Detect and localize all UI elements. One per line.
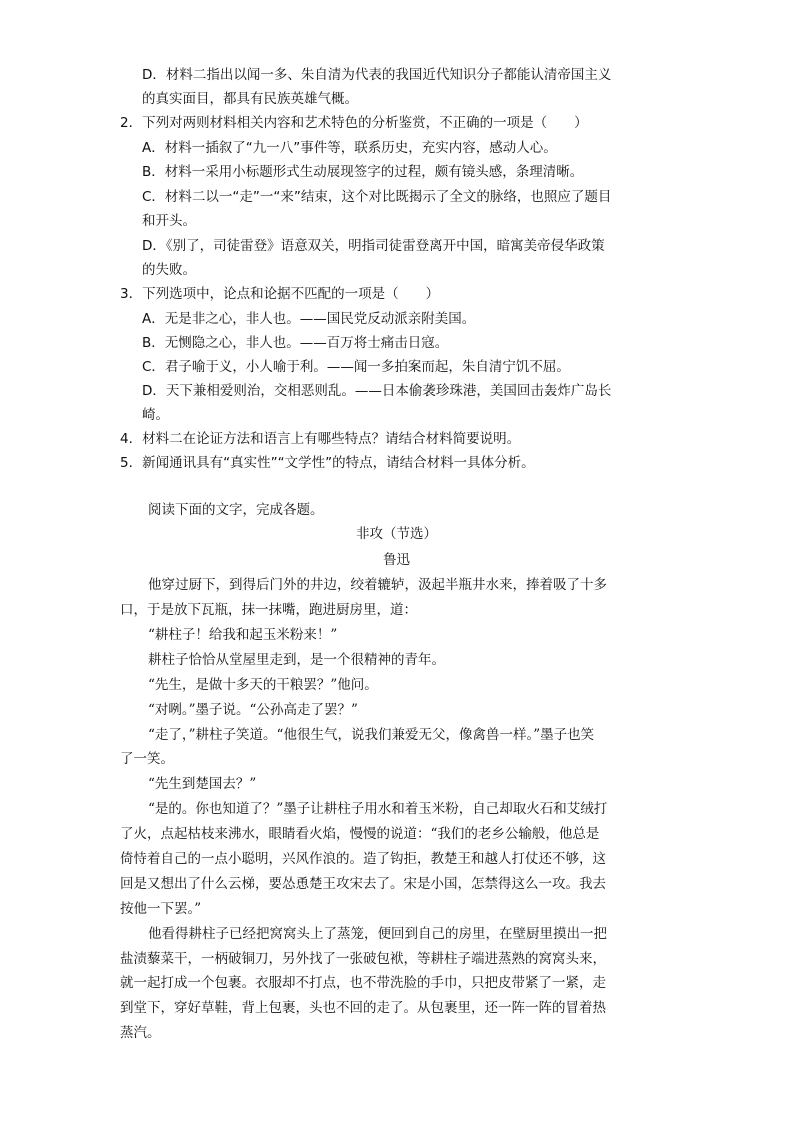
passage-line: 了火，点起枯枝来沸水，眼睛看火焰，慢慢的说道：“我们的老乡公输般，他总是 (120, 826, 600, 842)
q2-option-a: A．材料一插叙了“九一八”事件等，联系历史，充实内容，感动人心。 (142, 140, 557, 156)
passage-line: 他穿过厨下，到得后门外的井边，绞着辘轳，汲起半瓶井水来，捧着吸了十多 (148, 577, 607, 593)
passage-line: “对咧。”墨子说。“公孙高走了罢？” (148, 702, 358, 718)
passage-line: “走了，”耕柱子笑道。“他很生气，说我们兼爱无父，像禽兽一样。”墨子也笑 (148, 727, 595, 743)
passage-line: 蒸汽。 (120, 1025, 161, 1041)
passage-line: 就一起打成一个包裹。衣服却不打点，也不带洗脸的手巾，只把皮带紧了一紧，走 (120, 975, 606, 991)
q2-option-b: B．材料一采用小标题形式生动展现签字的过程，颇有镜头感，条理清晰。 (142, 164, 584, 180)
passage-line: “耕柱子！给我和起玉米粉来！” (148, 627, 338, 643)
passage-line: 倚恃着自己的一点小聪明，兴风作浪的。造了钩拒，教楚王和越人打仗还不够，这 (120, 851, 606, 867)
passage-line: “是的。你也知道了？”墨子让耕柱子用水和着玉米粉，自己却取火石和艾绒打 (148, 801, 608, 817)
passage-title: 非攻（节选） (356, 526, 437, 542)
passage-line: 耕柱子恰恰从堂屋里走到，是一个很精神的青年。 (148, 652, 445, 668)
q2-option-c-line2: 和开头。 (142, 213, 196, 229)
passage-line: 按他一下罢。” (120, 901, 202, 917)
q3-option-d-line1: D．天下兼相爱则治，交相恶则乱。——日本偷袭珍珠港，美国回击轰炸广岛长 (142, 383, 612, 399)
q2-option-d-line2: 的失败。 (142, 262, 196, 278)
q4-stem: 4．材料二在论证方法和语言上有哪些特点？请结合材料简要说明。 (120, 431, 521, 447)
passage-line: “先生，是做十多天的干粮罢？”他问。 (148, 677, 378, 693)
q3-option-a: A．无是非之心，非人也。——国民党反动派亲附美国。 (142, 311, 476, 327)
passage-line: 口，于是放下瓦瓶，抹一抹嘴，跑进厨房里，道： (120, 602, 417, 618)
q3-stem: 3．下列选项中，论点和论据不匹配的一项是（ ） (120, 286, 440, 302)
passage-line: 到堂下，穿好草鞋，背上包裹，头也不回的走了。从包裹里，还一阵一阵的冒着热 (120, 1000, 606, 1016)
passage-line: 了一笑。 (120, 751, 174, 767)
q3-option-b: B．无恻隐之心，非人也。——百万将士痛击日寇。 (142, 335, 449, 351)
passage-line: 回是又想出了什么云梯，要怂恿楚王攻宋去了。宋是小国，怎禁得这么一攻。我去 (120, 876, 606, 892)
reading-intro: 阅读下面的文字，完成各题。 (148, 502, 324, 518)
passage-line: “先生到楚国去？” (148, 776, 257, 792)
q3-option-d-line2: 崎。 (142, 407, 169, 423)
q1-option-d-line1: D．材料二指出以闻一多、朱自清为代表的我国近代知识分子都能认清帝国主义 (142, 67, 612, 83)
passage-line: 他看得耕柱子已经把窝窝头上了蒸笼，便回到自己的房里，在壁厨里摸出一把 (148, 926, 607, 942)
q2-option-d-line1: D．《别了，司徒雷登》语意双关，明指司徒雷登离开中国，暗寓美帝侵华政策 (142, 238, 605, 254)
q3-option-c: C．君子喻于义，小人喻于利。——闻一多拍案而起，朱自清宁饥不屈。 (142, 359, 570, 375)
q2-option-c-line1: C．材料二以一“走”一“来”结束，这个对比既揭示了全文的脉络，也照应了题目 (142, 189, 612, 205)
q2-stem: 2．下列对两则材料相关内容和艺术特色的分析鉴赏，不正确的一项是（ ） (120, 115, 588, 131)
q5-stem: 5．新闻通讯具有“真实性”“文学性”的特点，请结合材料一具体分析。 (120, 455, 535, 471)
passage-author: 鲁迅 (383, 552, 410, 568)
q1-option-d-line2: 的真实面目，都具有民族英雄气概。 (142, 91, 358, 107)
passage-line: 盐渍藜菜干，一柄破铜刀，另外找了一张破包袱，等耕柱子端进蒸熟的窝窝头来， (120, 951, 606, 967)
